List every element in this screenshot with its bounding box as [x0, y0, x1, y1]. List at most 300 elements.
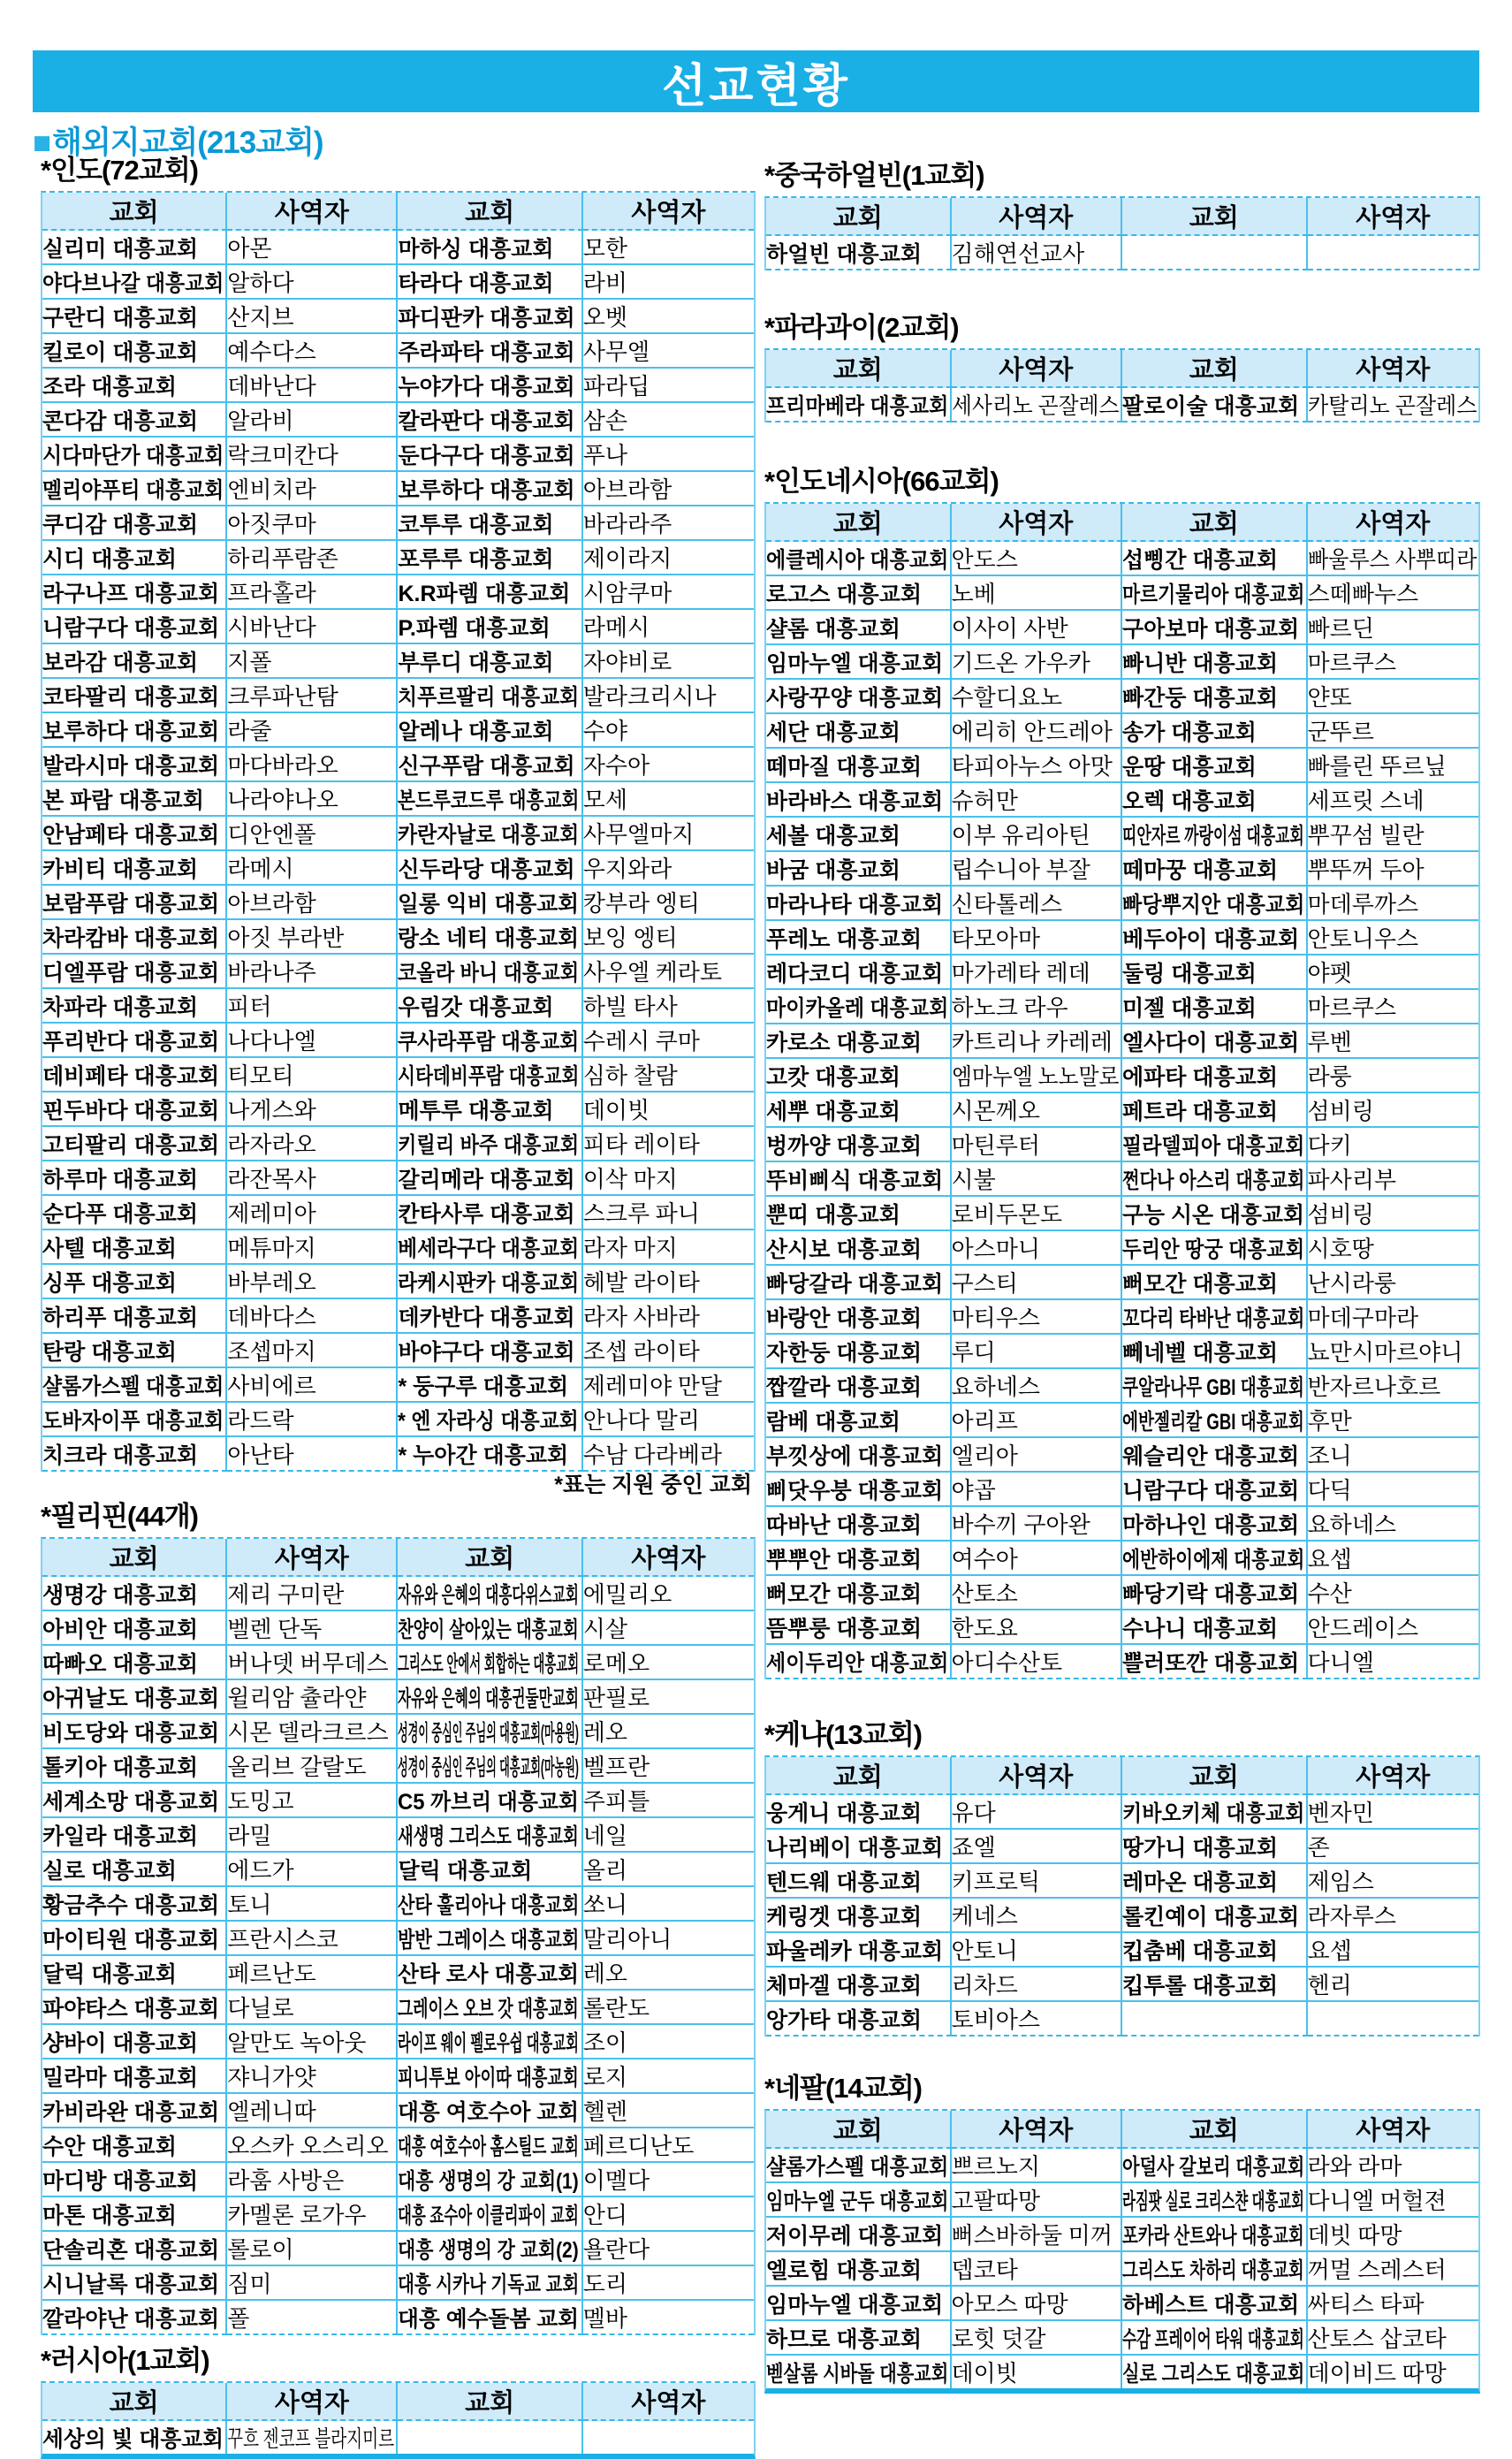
table-row — [766, 1128, 1478, 1162]
cell-text: 신구푸람 대흥교회 — [398, 753, 575, 779]
section-indonesia — [764, 467, 1480, 1679]
minister-cell — [952, 921, 1122, 955]
cell-text: 야다브나갈 대흥교회 — [42, 270, 224, 296]
cell-text: 조셉 라이타 — [582, 1339, 700, 1365]
church-cell — [1122, 1438, 1308, 1473]
table-row — [766, 852, 1478, 887]
cell-text: 제이라지 — [582, 546, 672, 572]
cell-text: 체마겔 대흥교회 — [766, 1973, 922, 1998]
church-cell — [42, 2232, 227, 2266]
church-cell — [398, 989, 582, 1024]
church-cell — [1122, 2321, 1308, 2356]
table-row — [42, 1092, 754, 1127]
church-cell — [1122, 1369, 1308, 1404]
church-cell — [766, 388, 952, 423]
cell-text: 루디 — [951, 1340, 996, 1366]
minister-cell — [1308, 955, 1478, 990]
cell-text: 벤자민 — [1307, 1800, 1374, 1826]
minister-cell — [583, 782, 754, 817]
cell-text: 수남 다라베라 — [582, 1443, 722, 1468]
church-cell — [1122, 1795, 1308, 1830]
cell-text: 프라홀라 — [227, 581, 316, 606]
minister-cell — [227, 1922, 398, 1956]
cell-text: 나다나엘 — [227, 1029, 316, 1054]
cell-text: 제레미아 — [227, 1201, 316, 1227]
minister-cell — [583, 2301, 754, 2335]
cell-text: 부낏상에 대흥교회 — [766, 1443, 944, 1469]
table-row — [42, 713, 754, 748]
minister-cell — [227, 438, 398, 472]
column-header-church: 교회 — [42, 193, 227, 231]
minister-cell — [952, 749, 1122, 783]
table-row — [42, 955, 754, 989]
church-cell — [766, 921, 952, 955]
minister-cell — [583, 1853, 754, 1887]
cell-text: 성경이 중심인 주님의 대흥교회(마농원) — [398, 1755, 580, 1780]
minister-cell — [227, 1437, 398, 1472]
cell-text: 다니엘 머헐젼 — [1307, 2189, 1447, 2214]
cell-text: 메튜마지 — [227, 1236, 316, 1261]
cell-text: 헤발 라이타 — [582, 1270, 700, 1296]
church-cell — [398, 541, 582, 575]
cell-text: 수야 — [582, 719, 628, 744]
minister-cell — [952, 1438, 1122, 1473]
church-cell — [766, 236, 952, 270]
minister-cell — [583, 610, 754, 644]
church-cell — [42, 713, 227, 748]
table-row — [42, 1577, 754, 1611]
minister-cell — [227, 955, 398, 989]
minister-cell — [227, 1991, 398, 2025]
cell-text: 스크루 파니 — [582, 1201, 700, 1227]
cell-text: 하얼빈 대흥교회 — [766, 241, 922, 267]
church-cell — [42, 748, 227, 782]
church-cell — [1122, 749, 1308, 783]
column-header-church: 교회 — [398, 2383, 582, 2421]
cell-text: 야펫 — [1307, 961, 1352, 986]
cell-text: * 둥구루 대흥교회 — [398, 1374, 569, 1399]
section-kenya — [764, 1720, 1480, 2036]
table-row — [42, 886, 754, 920]
cell-text: 아리프 — [951, 1409, 1018, 1435]
table-row — [766, 1899, 1478, 1933]
minister-cell — [952, 1645, 1122, 1679]
cell-text: 갈리메라 대흥교회 — [398, 1167, 575, 1192]
table-row — [766, 1610, 1478, 1645]
cell-text: 빠당뿌지안 대흥교회 — [1121, 892, 1305, 917]
cell-text: 그리스도 안에서 회합하는 대흥교회 — [398, 1651, 580, 1677]
church-cell — [1122, 542, 1308, 576]
cell-text: 보람푸람 대흥교회 — [42, 891, 220, 917]
table-row — [42, 1334, 754, 1368]
cell-text: 랑소 네티 대흥교회 — [398, 925, 580, 951]
cell-text: K.R파렘 대흥교회 — [398, 581, 571, 606]
table-row — [766, 1438, 1478, 1473]
cell-text: 뿌꾸섬 빌란 — [1307, 823, 1425, 849]
table-row — [766, 1300, 1478, 1335]
minister-cell — [583, 2232, 754, 2266]
table-row — [766, 1795, 1478, 1830]
church-cell — [42, 575, 227, 610]
table-row — [42, 644, 754, 679]
minister-cell — [583, 1299, 754, 1334]
cell-text: 빠르딘 — [1307, 616, 1374, 642]
cell-text: 윌리암 츌라얀 — [227, 1686, 367, 1711]
cell-text: 파울레카 대흥교회 — [766, 1938, 944, 1964]
square-bullet-icon: ■ — [33, 126, 51, 160]
table-row — [42, 1161, 754, 1196]
church-cell — [398, 1058, 582, 1092]
cell-text: 피니투보 아이따 대흥교회 — [398, 2065, 580, 2090]
church-cell — [398, 1334, 582, 1368]
cell-text: 아몬 — [227, 236, 272, 262]
church-cell — [42, 300, 227, 334]
cell-text: 조니 — [1307, 1443, 1352, 1469]
church-cell — [42, 1749, 227, 1784]
minister-cell — [227, 748, 398, 782]
cell-text: 죠엘 — [951, 1835, 996, 1861]
table-row — [766, 921, 1478, 955]
cell-text: 벧살롬 시바돌 대흥교회 — [766, 2361, 949, 2387]
cell-text: 에파타 대흥교회 — [1121, 1064, 1278, 1090]
cell-text: 사무엘마지 — [582, 822, 695, 848]
minister-cell — [227, 1024, 398, 1058]
cell-text: 후만 — [1307, 1409, 1352, 1435]
table-row — [42, 541, 754, 575]
cell-text: 대흥 시카나 기독교 교회 — [398, 2272, 580, 2297]
church-cell — [766, 1335, 952, 1369]
cell-text: 쿠사라푸람 대흥교회 — [398, 1029, 580, 1054]
minister-cell — [583, 1368, 754, 1403]
church-cell — [766, 1266, 952, 1300]
church-cell — [398, 1577, 582, 1611]
cell-text: 시타데비푸람 대흥교회 — [398, 1063, 580, 1089]
cell-text: 빠를린 뚜르닢 — [1307, 754, 1447, 780]
cell-text: 여수아 — [951, 1547, 1018, 1572]
cell-text: 아짓쿠마 — [227, 512, 316, 537]
cell-text: 비도당와 대흥교회 — [42, 1720, 220, 1746]
church-cell — [42, 1784, 227, 1818]
minister-cell — [952, 236, 1122, 270]
table-row — [42, 334, 754, 369]
cell-text: 키릴리 바주 대흥교회 — [398, 1132, 580, 1158]
church-cell — [766, 955, 952, 990]
church-cell — [398, 300, 582, 334]
minister-cell — [952, 1266, 1122, 1300]
cell-text: 데바다스 — [227, 1305, 316, 1330]
cell-text: 마가레타 레데 — [951, 961, 1090, 986]
cell-text: 라자라오 — [227, 1132, 316, 1158]
minister-cell — [227, 1887, 398, 1922]
church-cell — [398, 2266, 582, 2301]
cell-text: 치푸르팔리 대흥교회 — [398, 684, 580, 710]
church-cell — [398, 1230, 582, 1265]
cell-text: 유다 — [951, 1800, 996, 1826]
minister-cell — [227, 1680, 398, 1715]
table-row — [766, 388, 1478, 423]
minister-cell — [583, 438, 754, 472]
cell-text: 니람구다 대흥교회 — [42, 615, 220, 641]
column-header-minister: 사역자 — [227, 193, 398, 231]
church-cell — [398, 1092, 582, 1127]
church-cell — [398, 1956, 582, 1991]
cell-text: 에드가 — [227, 1858, 294, 1884]
minister-cell — [952, 783, 1122, 818]
church-cell — [766, 1197, 952, 1231]
cell-text: 헬렌 — [582, 2099, 628, 2125]
church-cell — [398, 920, 582, 955]
church-cell — [42, 265, 227, 300]
cell-text: 김해연선교사 — [951, 241, 1085, 267]
table-row — [42, 472, 754, 506]
table-row — [766, 1369, 1478, 1404]
cell-text: 뻬네벨 대흥교회 — [1121, 1340, 1278, 1366]
minister-cell — [583, 1922, 754, 1956]
cell-text: 라자 마지 — [582, 1236, 678, 1261]
cell-text: 아브라함 — [582, 477, 672, 503]
minister-cell — [227, 2421, 398, 2454]
cell-text: 마이카올레 대흥교회 — [766, 995, 949, 1021]
church-cell — [42, 1403, 227, 1437]
cell-text: 푸레노 대흥교회 — [766, 926, 922, 952]
church-cell — [398, 1265, 582, 1299]
cell-text: 시몬께오 — [951, 1099, 1041, 1124]
church-cell — [1122, 2218, 1308, 2252]
mission-table-nepal — [764, 2109, 1480, 2394]
cell-text: 루벤 — [1307, 1030, 1352, 1055]
cell-text: 엠마누엘 노노말로 — [951, 1064, 1119, 1090]
cell-text: 뻐모간 대흥교회 — [766, 1581, 922, 1607]
minister-cell — [583, 851, 754, 886]
cell-text: 카비라완 대흥교회 — [42, 2099, 220, 2125]
table-row — [766, 1968, 1478, 2002]
cell-text: 엘사다이 대흥교회 — [1121, 1030, 1300, 1055]
cell-text: 보라감 대흥교회 — [42, 650, 198, 675]
cell-text: 프리마베라 대흥교회 — [766, 393, 949, 419]
cell-text: 고팔따망 — [951, 2189, 1041, 2214]
minister-cell — [952, 1795, 1122, 1830]
minister-cell — [1308, 611, 1478, 645]
minister-cell — [1308, 1300, 1478, 1335]
column-header-minister: 사역자 — [1308, 1757, 1478, 1795]
minister-cell — [952, 2321, 1122, 2356]
minister-cell — [583, 1991, 754, 2025]
cell-text: 데카반다 대흥교회 — [398, 1305, 575, 1330]
cell-text: 달릭 대흥교회 — [42, 1961, 177, 1987]
church-cell — [398, 713, 582, 748]
table-row — [766, 887, 1478, 921]
cell-text: 다닐로 — [227, 1996, 294, 2021]
table-row — [42, 1437, 754, 1472]
table-row — [42, 1403, 754, 1437]
cell-text: 오스카 오스리오 — [227, 2134, 389, 2159]
cell-text: 모세 — [582, 788, 628, 813]
cell-text: 산타 훌리아나 대흥교회 — [398, 1892, 580, 1918]
church-cell — [766, 1610, 952, 1645]
minister-cell — [227, 1611, 398, 1646]
church-cell — [1122, 2183, 1308, 2218]
church-cell — [398, 2232, 582, 2266]
church-cell — [766, 1128, 952, 1162]
cell-text: 꼬다리 타바난 대흥교회 — [1121, 1306, 1305, 1331]
cell-text: 에클레시아 대흥교회 — [766, 547, 949, 573]
cell-text: 황금추수 대흥교회 — [42, 1892, 220, 1918]
cell-text: 조라 대흥교회 — [42, 374, 177, 400]
minister-cell — [227, 1368, 398, 1403]
table-row — [42, 2232, 754, 2266]
minister-cell — [1308, 2252, 1478, 2287]
table-row — [42, 1058, 754, 1092]
church-cell — [42, 1956, 227, 1991]
church-cell — [398, 506, 582, 541]
cell-text: 미젤 대흥교회 — [1121, 995, 1257, 1021]
cell-text: 임마누엘 군두 대흥교회 — [766, 2189, 949, 2214]
minister-cell — [1308, 388, 1478, 423]
table-row — [766, 749, 1478, 783]
cell-text: 마디방 대흥교회 — [42, 2168, 198, 2194]
church-cell — [766, 1473, 952, 1507]
cell-text: 빠당기락 대흥교회 — [1121, 1581, 1300, 1607]
right-column — [764, 161, 1480, 2394]
table-row — [42, 851, 754, 886]
cell-text: 둔다구다 대흥교회 — [398, 443, 575, 468]
cell-text: 샹바이 대흥교회 — [42, 2030, 198, 2056]
cell-text: 따바난 대흥교회 — [766, 1512, 922, 1538]
minister-cell — [583, 1577, 754, 1611]
cell-text: 카란자날로 대흥교회 — [398, 822, 580, 848]
cell-text: 운땅 대흥교회 — [1121, 754, 1257, 780]
church-cell — [42, 2128, 227, 2163]
cell-text: 라줄 — [227, 719, 272, 744]
church-cell — [42, 955, 227, 989]
church-cell — [1122, 1093, 1308, 1128]
cell-text: 시호땅 — [1307, 1237, 1374, 1262]
column-header-church: 교회 — [42, 1539, 227, 1577]
column-header-church: 교회 — [1122, 504, 1308, 542]
cell-text: 사비에르 — [227, 1374, 316, 1399]
table-row — [42, 1299, 754, 1334]
minister-cell — [583, 989, 754, 1024]
cell-text: 시살 — [582, 1617, 628, 1642]
minister-cell — [1308, 2287, 1478, 2321]
cell-text: 예수다스 — [227, 339, 316, 365]
mission-table-paraguay — [764, 348, 1480, 423]
church-cell — [42, 1680, 227, 1715]
overseas-churches-heading-text: 해외지교회(213교회) — [52, 126, 323, 160]
table-row — [766, 2356, 1478, 2388]
minister-cell — [583, 679, 754, 713]
church-cell — [42, 2025, 227, 2059]
minister-cell — [583, 1196, 754, 1230]
table-row — [42, 782, 754, 817]
church-cell — [42, 1646, 227, 1680]
cell-text: 이사이 사반 — [951, 616, 1068, 642]
church-cell — [398, 955, 582, 989]
table-row — [42, 2059, 754, 2094]
column-header-minister: 사역자 — [952, 1757, 1122, 1795]
church-cell — [398, 748, 582, 782]
cell-text: 쁠러또깐 대흥교회 — [1121, 1650, 1300, 1676]
table-row — [766, 236, 1478, 270]
minister-cell — [952, 2002, 1122, 2036]
minister-cell — [1308, 2183, 1478, 2218]
cell-text: 달릭 대흥교회 — [398, 1858, 533, 1884]
minister-cell — [227, 369, 398, 403]
church-cell — [398, 403, 582, 438]
cell-text: 차파라 대흥교회 — [42, 994, 198, 1020]
cell-text: 따빠오 대흥교회 — [42, 1651, 198, 1677]
church-cell — [398, 1161, 582, 1196]
cell-text: 이삭 마지 — [582, 1167, 678, 1192]
cell-text: 수산 — [1307, 1581, 1352, 1607]
church-cell — [398, 1127, 582, 1161]
cell-text: 시디 대흥교회 — [42, 546, 177, 572]
minister-cell — [952, 2252, 1122, 2287]
minister-cell — [227, 2059, 398, 2094]
minister-cell — [227, 265, 398, 300]
cell-text: 페르난도 — [227, 1961, 316, 1987]
cell-text: 도밍고 — [227, 1789, 294, 1815]
cell-text: 메투루 대흥교회 — [398, 1098, 554, 1123]
cell-text: 새생명 그리스도 대흥교회 — [398, 1823, 580, 1849]
cell-text: 토니 — [227, 1892, 272, 1918]
cell-text: P.파렘 대흥교회 — [398, 615, 551, 641]
church-cell — [1122, 1197, 1308, 1231]
table-row — [766, 542, 1478, 576]
cell-text: 시다마단가 대흥교회 — [42, 443, 224, 468]
church-cell — [42, 472, 227, 506]
church-cell — [1122, 1404, 1308, 1438]
minister-cell — [583, 300, 754, 334]
church-cell — [1122, 1899, 1308, 1933]
cell-text: 킬로이 대흥교회 — [42, 339, 198, 365]
minister-cell — [952, 1864, 1122, 1899]
table-row — [766, 783, 1478, 818]
minister-cell — [227, 2025, 398, 2059]
church-cell — [42, 679, 227, 713]
minister-cell — [227, 575, 398, 610]
minister-cell — [952, 1024, 1122, 1059]
cell-text: 빠울루스 사뿌띠라 — [1307, 547, 1477, 573]
cell-text: 일롱 익비 대흥교회 — [398, 891, 580, 917]
minister-cell — [1308, 1024, 1478, 1059]
minister-cell — [227, 2163, 398, 2197]
minister-cell — [583, 1024, 754, 1058]
minister-cell — [1308, 1864, 1478, 1899]
cell-text: 케링겟 대흥교회 — [766, 1904, 922, 1930]
cell-text: 뿌뚜꺼 두아 — [1307, 857, 1425, 883]
minister-cell — [227, 1161, 398, 1196]
church-cell — [1122, 1933, 1308, 1968]
church-cell — [1122, 2149, 1308, 2183]
church-cell — [1122, 714, 1308, 749]
cell-text: 뚜비삐식 대흥교회 — [766, 1168, 944, 1193]
minister-cell — [952, 2356, 1122, 2388]
column-header-church: 교회 — [766, 198, 952, 236]
cell-text: 두리안 땅궁 대흥교회 — [1121, 1237, 1305, 1262]
cell-text: 시니날록 대흥교회 — [42, 2272, 220, 2297]
church-cell — [766, 2002, 952, 2036]
minister-cell — [583, 644, 754, 679]
cell-text: 아난타 — [227, 1443, 294, 1468]
section-russia — [41, 2346, 756, 2459]
cell-text: 수레시 쿠마 — [582, 1029, 700, 1054]
cell-text: 핀두바다 대흥교회 — [42, 1098, 220, 1123]
minister-cell — [1308, 1968, 1478, 2002]
cell-text: 실로 그리스도 대흥교회 — [1121, 2361, 1305, 2387]
cell-text: 코타팔리 대흥교회 — [42, 684, 220, 710]
cell-text: 레오 — [582, 1720, 628, 1746]
